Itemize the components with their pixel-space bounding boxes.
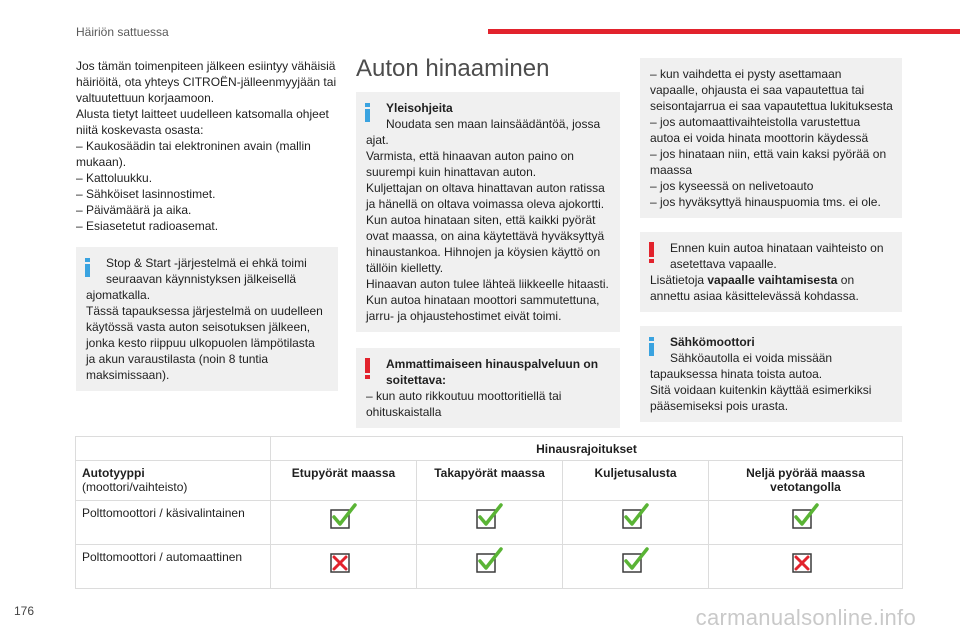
text-line: Sähköautolla ei voida missään [670, 351, 833, 365]
intro-paragraph [76, 58, 338, 234]
stop-start-note-box [76, 247, 338, 391]
text-line: – Päivämäärä ja aika. [76, 203, 192, 217]
box-title: Yleisohjeita [386, 101, 453, 115]
info-icon [83, 258, 91, 276]
text-line: Kun autoa hinataan siten, että kaikki pyörät [366, 213, 596, 227]
box-title: Sähkömoottori [670, 335, 755, 349]
column-header: Etupyörät maassa [271, 461, 417, 501]
conditions-list [650, 66, 892, 210]
list-item: – jos kyseessä on nelivetoauto [650, 179, 814, 193]
warning-text [366, 388, 610, 420]
list-item: – jos hinataan niin, että vain kaksi pyörää on [650, 147, 887, 161]
info-icon [647, 337, 655, 355]
text-line: ja akun varaustilasta (noin 8 tuntia [86, 352, 269, 366]
info-icon [363, 103, 371, 121]
section-title: Auton hinaaminen [356, 55, 550, 82]
warning-text [650, 240, 892, 272]
list-item: – kun vaihdetta ei pysty asettamaan [650, 67, 842, 81]
column-1 [76, 58, 338, 391]
warning-icon [649, 242, 655, 264]
towing-restrictions-table [75, 436, 903, 589]
box-text-continued [366, 132, 610, 324]
text-line: seuraavan käynnistyksen jälkeisellä [106, 272, 297, 286]
running-header: Häiriön sattuessa [76, 25, 169, 39]
text-line: Stop & Start -järjestelmä ei ehkä toimi [106, 256, 307, 270]
text-line: Varmista, että hinaavan auton paino on [366, 149, 574, 163]
icon-cell [563, 501, 709, 545]
cross-reference-link-text: vapaalle vaihtamisesta [707, 273, 838, 287]
check-icon [791, 502, 821, 532]
text-line: Hinaavan auton tulee lähteä liikkeelle hitaasti. [366, 277, 609, 291]
text-line: Sitä voidaan kuitenkin käyttää esimerkiksi [650, 383, 872, 397]
list-item: seisontajarrua ei saa vapautettua lukituksesta [650, 99, 893, 113]
text-line: ohituskaistalla [366, 405, 442, 419]
text-line: Noudata sen maan lainsäädäntöä, jossa [386, 117, 601, 131]
electric-motor-note-box [640, 326, 902, 422]
watermark: carmanualsonline.info [695, 605, 916, 630]
text-line: häiriöitä, ota yhteys CITROËN-jälleenmyyjään tai [76, 75, 337, 89]
cross-icon [329, 546, 359, 576]
icon-cell [709, 545, 903, 589]
text-line: jarru- ja ohjaustehostimet eivät toimi. [366, 309, 562, 323]
text-line: Kun autoa hinataan moottori sammutettuna, [366, 293, 600, 307]
text-line: Ennen kuin autoa hinataan vaihteisto on [670, 241, 884, 255]
cross-reference-end: annettu asiaa käsittelevässä kohdassa. [650, 289, 859, 303]
text-line: ajomatkalla. [86, 288, 151, 302]
text-line: – kun auto rikkoutuu moottoritiellä tai [366, 389, 562, 403]
column-2 [356, 55, 620, 428]
box-text [650, 350, 892, 366]
list-item: maassa [650, 163, 693, 177]
icon-cell [417, 501, 563, 545]
column-header: Neljä pyörää maassa vetotangolla [709, 461, 903, 501]
list-item: – jos hyväksyttyä hinauspuomia tms. ei ole. [650, 195, 881, 209]
row-label: Polttomoottori / automaattinen [76, 545, 271, 589]
text-line: tapauksessa hinata toista autoa. [650, 367, 823, 381]
text-line: – Kaukosäädin tai elektroninen avain (mallin [76, 139, 311, 153]
column-header: Takapyörät maassa [417, 461, 563, 501]
icon-cell [271, 545, 417, 589]
neutral-gear-warning-box [640, 232, 902, 312]
box-text-continued [650, 366, 892, 414]
box-text [366, 116, 610, 132]
towing-conditions-box [640, 58, 902, 218]
list-item: – jos automaattivaihteistolla varustettua [650, 115, 861, 129]
icon-cell [563, 545, 709, 589]
icon-cell [271, 501, 417, 545]
table-super-header: Hinausrajoitukset [271, 437, 903, 461]
text-line: Tässä tapauksessa järjestelmä on uudelleen [86, 304, 323, 318]
column-3 [640, 58, 902, 422]
text-line: valtuutettuun korjaamoon. [76, 91, 215, 105]
check-icon [329, 502, 359, 532]
text-line: ajat. [366, 133, 389, 147]
check-icon [621, 502, 651, 532]
text-line: Ammattimaiseen hinauspalveluun on [386, 357, 599, 371]
check-icon [475, 502, 505, 532]
warning-title [366, 356, 610, 388]
column-header: Kuljetusalusta [563, 461, 709, 501]
table-row [76, 501, 903, 545]
text-line: maksimissaan). [86, 368, 170, 382]
icon-cell [417, 545, 563, 589]
text-line: mukaan). [76, 155, 127, 169]
page-number: 176 [14, 604, 35, 618]
check-icon [621, 546, 651, 576]
list-item: vapaalle, ohjausta ei saa vapautettua tai [650, 83, 865, 97]
cross-reference: Lisätietoja vapaalle vaihtamisesta on [650, 273, 855, 287]
text-line: käytössä vasta auton seisotuksen jälkeen, [86, 320, 311, 334]
text-line: – Kattoluukku. [76, 171, 153, 185]
vehicle-type-header: Autotyyppi (moottori/vaihteisto) [76, 461, 271, 501]
text-line: Jos tämän toimenpiteen jälkeen esiintyy vähäisiä [76, 59, 336, 73]
note-text [86, 255, 328, 287]
row-label: Polttomoottori / käsivalintainen [76, 501, 271, 545]
text-line: suurempi kuin hinattavan auton. [366, 165, 537, 179]
warning-icon [365, 358, 371, 380]
text-line: jonka kesto riippuu ulkopuolen lämpötilasta [86, 336, 315, 350]
note-text-continued [86, 287, 328, 383]
text-line: niitä koskevasta osasta: [76, 123, 204, 137]
professional-towing-warning-box [356, 348, 620, 428]
list-item: autoa ei voida hinata moottorin käydessä [650, 131, 869, 145]
general-instructions-box [356, 92, 620, 332]
text-line: – Sähköiset lasinnostimet. [76, 187, 216, 201]
text-line: Alusta tietyt laitteet uudelleen katsomalla ohjeet [76, 107, 329, 121]
text-line: pääsemiseksi pois urasta. [650, 399, 789, 413]
text-line: soitettava: [386, 373, 447, 387]
text-line: Kuljettajan on oltava hinattavan auton ratissa [366, 181, 605, 195]
check-icon [475, 546, 505, 576]
text-line: asetettava vapaalle. [670, 257, 777, 271]
text-line: tällöin kielletty. [366, 261, 444, 275]
header-accent-bar [488, 29, 960, 34]
text-line: – Esiasetetut radioasemat. [76, 219, 219, 233]
cross-icon [791, 546, 821, 576]
table-row [76, 545, 903, 589]
text-line: hinaustankoa. Hihnojen ja köysien käyttö on [366, 245, 601, 259]
icon-cell [709, 501, 903, 545]
empty-header-cell [76, 437, 271, 461]
text-line: ovat maassa, on aina käytettävä hyväksyttyä [366, 229, 605, 243]
text-line: ja hänellä on oltava voimassa oleva ajokortti. [366, 197, 605, 211]
